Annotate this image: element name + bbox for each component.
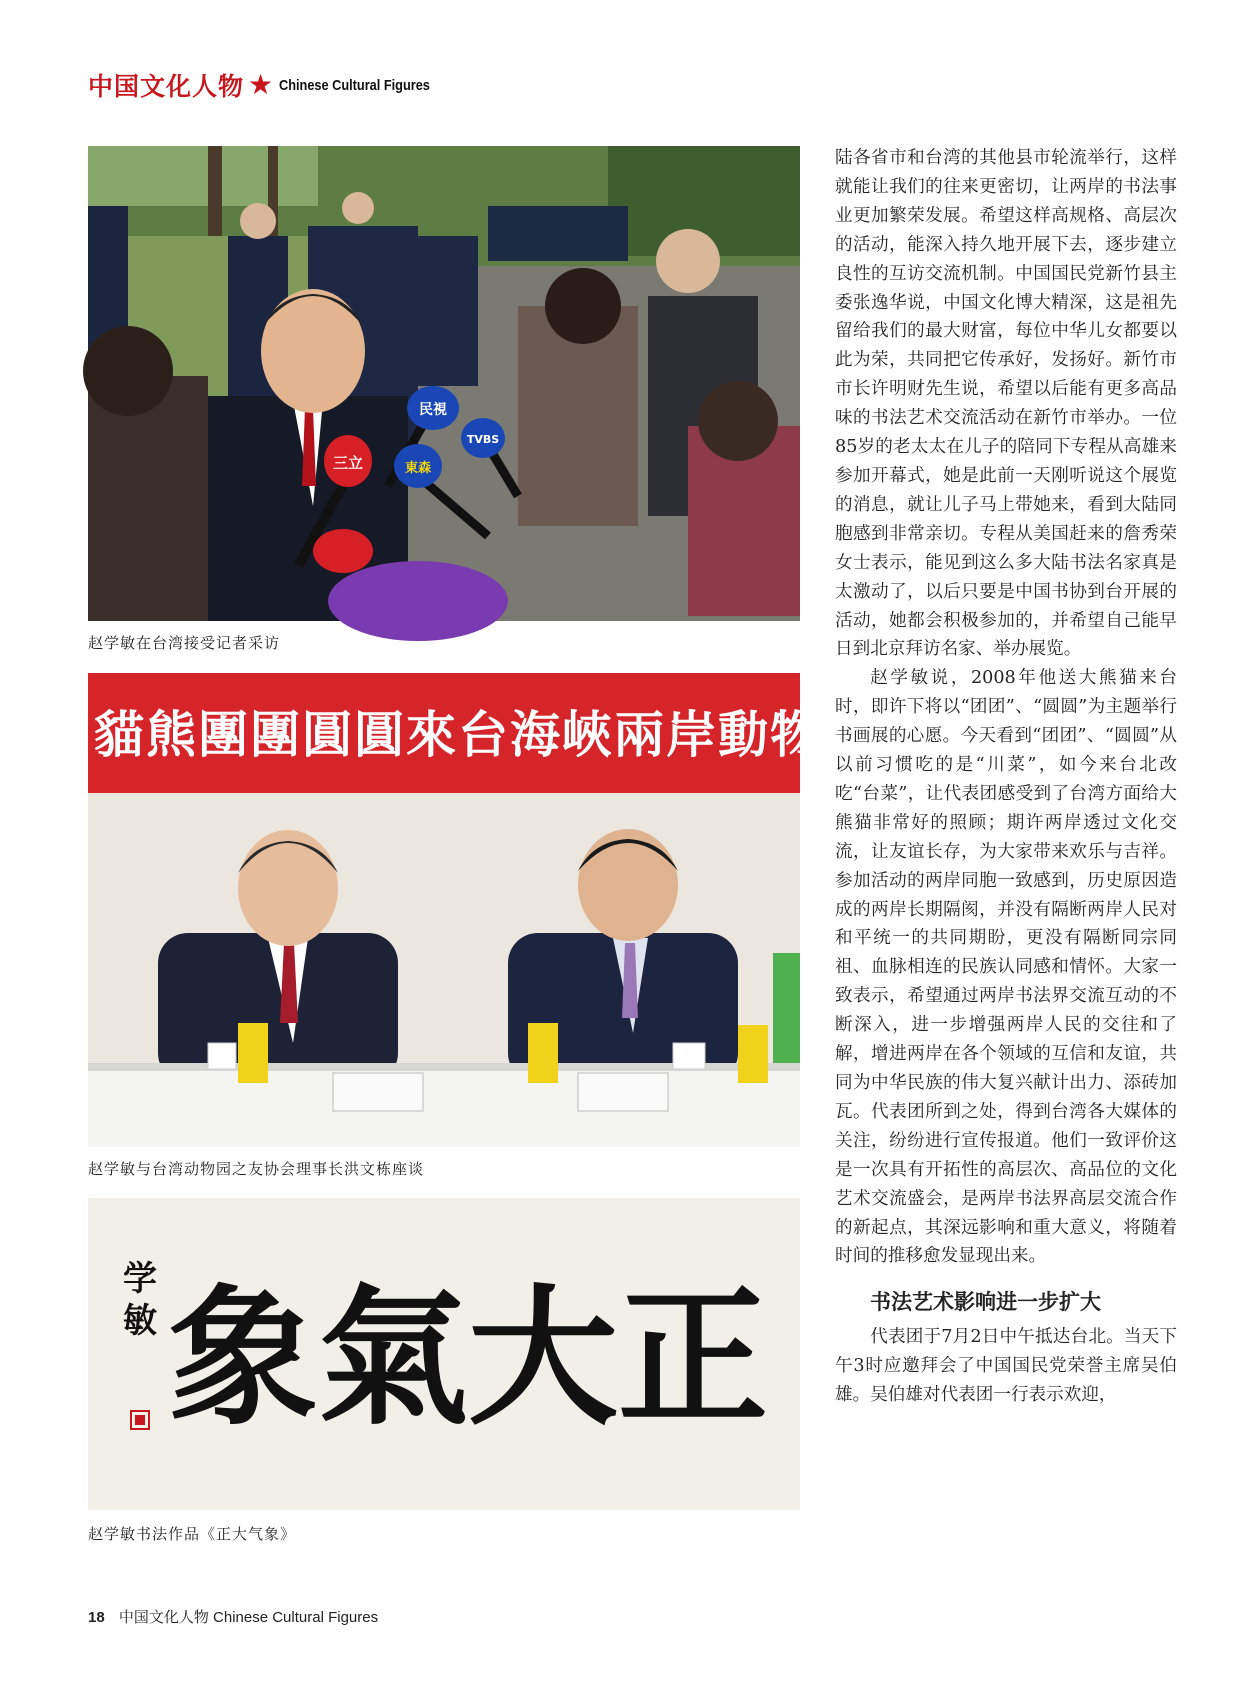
photo-press-interview <box>88 146 800 621</box>
caption-calligraphy: 赵学敏书法作品《正大气象》 <box>88 1525 297 1543</box>
mic-label-dongsen: 東森 <box>404 461 432 476</box>
magazine-header <box>88 70 457 100</box>
article-paragraph-2: 赵学敏说，2008年他送大熊猫来台时，即许下将以“团团”、“圆圆”为主题举行书画展的心愿。今天看到“团团”、“圆圆”从以前习惯吃的是“川菜”，如今来台北改吃“台菜”，让代表团感受到了台湾方面给大熊猫非常好的照顾；期许两岸透过文化交流，让友谊长存，为大家带来欢乐与吉祥。参加活动的两岸同胞一致感到，历史原因造成的两岸长期隔阂，并没有隔断两岸人民对和平统一的共同期盼，更没有隔断同宗同祖、血脉相连的民族认同感和情怀。大家一致表示，希望通过两岸书法界交流互动的不断深入，进一步增强两岸人民的交往和了解，增进两岸在各个领域的互信和友谊，共同为中华民族的伟大复兴献计出力、添砖加瓦。代表团所到之处，得到台湾各大媒体的关注，纷纷进行宣传报道。他们一致评价这是一次具有开拓性的高层次、高品位的文化艺术交流盛会，是两岸书法界高层交流合作的新起点，其深远影响和重大意义，将随着时间的推移愈发显现出来。 <box>835 668 1177 1267</box>
mic-label-minshi: 民視 <box>419 402 447 418</box>
star-icon: ★ <box>248 68 274 101</box>
meeting-illustration <box>88 793 800 1147</box>
banner-text: 貓熊團團圓圓來台海峽兩岸動物交流 <box>94 706 926 764</box>
calligraphy-char: 大 <box>467 1270 618 1446</box>
calligraphy-char: 正 <box>617 1270 768 1446</box>
header-title-en: Chinese Cultural Figures <box>279 76 431 94</box>
photo-meeting <box>88 673 926 1147</box>
caption-meeting: 赵学敏与台湾动物园之友协会理事长洪文栋座谈 <box>88 1160 425 1178</box>
article-paragraph-1: 陆各省市和台湾的其他县市轮流举行，这样就能让我们的往来更密切，让两岸的书法事业更加繁荣发展。希望这样高规格、高层次的活动，能深入持久地开展下去，逐步建立良性的互访交流机制。中国国民党新竹县主委张逸华说，中国文化博大精深，这是祖先留给我们的最大财富，每位中华儿女都要以此为荣，共同把它传承好，发扬好。新竹市市长许明财先生说，希望以后能有更多高品味的书法艺术交流活动在新竹市举办。一位85岁的老太太在儿子的陪同下专程从高雄来参加开幕式，她是此前一天刚听说这个展览的消息，就让儿子马上带她来，看到大陆同胞感到非常亲切。专程从美国赶来的詹秀荣女士表示，能见到这么多大陆书法名家真是太激动了，以后只要是中国书协到台开展的活动，她都会积极参加的，并希望自己能早日到北京拜访名家、举办展览。 <box>835 148 1177 660</box>
section-heading: 书法艺术影响进一步扩大 <box>870 1290 1101 1315</box>
calligraphy-char: 象 <box>167 1270 318 1446</box>
seal-stamp <box>130 1410 150 1430</box>
footer-publication: 中国文化人物 Chinese Cultural Figures <box>118 1609 379 1626</box>
meeting-banner <box>88 673 926 793</box>
page-number: 18 <box>88 1609 105 1626</box>
page-footer <box>88 1606 378 1627</box>
mic-label-sanli: 三立 <box>332 454 364 472</box>
calligraphy-signature: 学敏 <box>123 1259 157 1341</box>
article-column <box>835 144 1177 1410</box>
press-interview-illustration <box>88 146 800 621</box>
photo-calligraphy <box>88 1198 800 1510</box>
mic-label-tvbs: TVBS <box>466 433 500 446</box>
caption-press-interview: 赵学敏在台湾接受记者采访 <box>88 634 281 652</box>
calligraphy-work <box>168 1238 768 1478</box>
header-title-cn: 中国文化人物 <box>88 72 245 101</box>
article-paragraph-3: 代表团于7月2日中午抵达台北。当天下午3时应邀拜会了中国国民党荣誉主席吴伯雄。吴伯雄对代表团一行表示欢迎， <box>835 1327 1177 1406</box>
calligraphy-char: 氣 <box>317 1270 468 1446</box>
